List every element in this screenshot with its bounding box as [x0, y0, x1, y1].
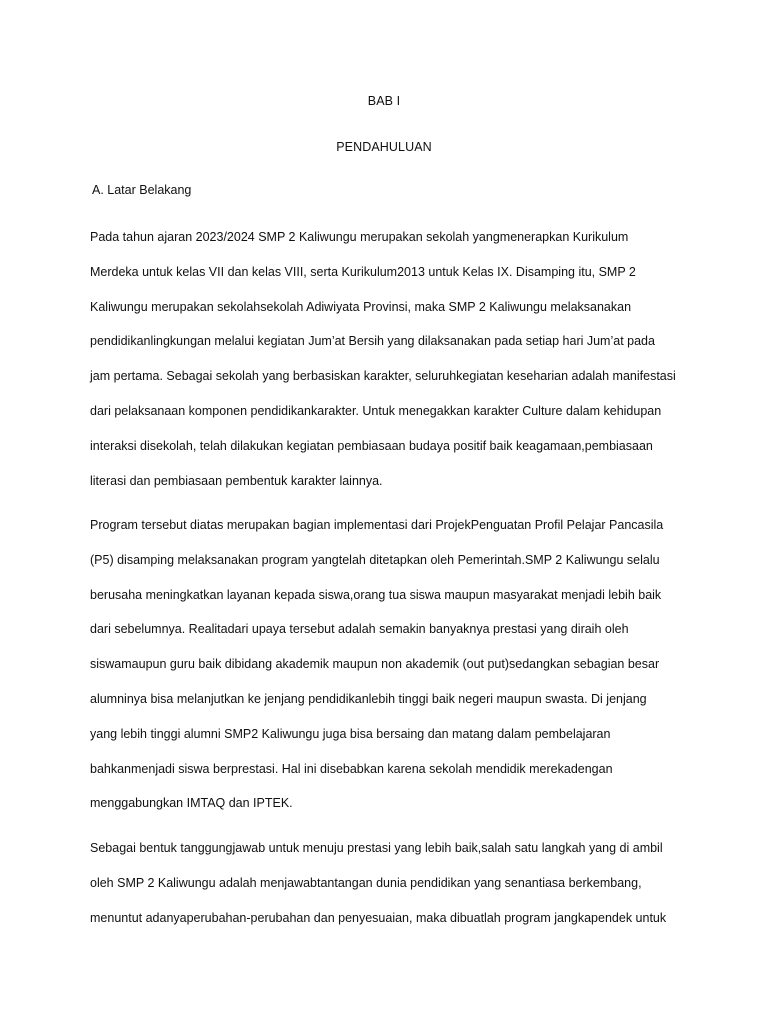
- paragraph-3: [90, 838, 690, 942]
- paragraph-line: dari pelaksanaan komponen pendidikankarakter. Untuk menegakkan karakter Culture dalam kehidupan: [90, 403, 662, 418]
- paragraph-line: dari sebelumnya. Realitadari upaya tersebut adalah semakin banyaknya prestasi yang diraih oleh: [90, 622, 629, 637]
- paragraph-line: Merdeka untuk kelas VII dan kelas VIII, serta Kurikulum2013 untuk Kelas IX. Disamping itu, SMP 2: [90, 264, 636, 279]
- paragraph-line: Sebagai bentuk tanggungjawab untuk menuju prestasi yang lebih baik,salah satu langkah yang di ambil: [90, 841, 663, 855]
- paragraph-line: alumninya bisa melanjutkan ke jenjang pendidikanlebih tinggi baik negeri maupun swasta. Di jenjang: [90, 691, 647, 706]
- paragraph-line: berusaha meningkatkan layanan kepada siswa,orang tua siswa maupun masyarakat menjadi lebih baik: [90, 587, 662, 602]
- paragraph-line: Pada tahun ajaran 2023/2024 SMP 2 Kaliwungu merupakan sekolah yangmenerapkan Kurikulum: [90, 230, 629, 244]
- paragraph-line: menuntut adanyaperubahan-perubahan dan penyesuaian, maka dibuatlah program jangkapendek untuk: [90, 910, 667, 925]
- section-heading: A. Latar Belakang: [92, 183, 192, 197]
- paragraph-2: [90, 515, 690, 828]
- paragraph-line: bahkanmenjadi siswa berprestasi. Hal ini disebabkan karena sekolah mendidik merekadengan: [90, 761, 613, 776]
- paragraph-line: oleh SMP 2 Kaliwungu adalah menjawabtantangan dunia pendidikan yang senantiasa berkembang,: [90, 875, 642, 890]
- paragraph-line: Kaliwungu merupakan sekolahsekolah Adiwiyata Provinsi, maka SMP 2 Kaliwungu melaksanakan: [90, 299, 632, 314]
- paragraph-line: pendidikanlingkungan melalui kegiatan Jum’at Bersih yang dilaksanakan pada setiap hari Jum’at pada: [90, 334, 655, 349]
- paragraph-1: [90, 227, 690, 505]
- chapter-label: BAB I: [367, 94, 401, 108]
- paragraph-line: Program tersebut diatas merupakan bagian implementasi dari ProjekPenguatan Profil Pelajar Pancasila: [90, 518, 664, 532]
- chapter-title: PENDAHULUAN: [336, 140, 432, 154]
- paragraph-line: interaksi disekolah, telah dilakukan kegiatan pembiasaan budaya positif baik keagamaan,pembiasaan: [90, 438, 653, 453]
- paragraph-line: yang lebih tinggi alumni SMP2 Kaliwungu juga bisa bersaing dan matang dalam pembelajaran: [90, 726, 611, 741]
- paragraph-line: literasi dan pembiasaan pembentuk karakter lainnya.: [90, 473, 383, 488]
- paragraph-line: jam pertama. Sebagai sekolah yang berbasiskan karakter, seluruhkegiatan keseharian adalah manifestasi: [90, 369, 676, 384]
- paragraph-line: (P5) disamping melaksanakan program yangtelah ditetapkan oleh Pemerintah.SMP 2 Kaliwungu selalu: [90, 552, 660, 567]
- paragraph-line: siswamaupun guru baik dibidang akademik maupun non akademik (out put)sedangkan sebagian besar: [90, 657, 660, 672]
- paragraph-line: menggabungkan IMTAQ dan IPTEK.: [90, 796, 293, 811]
